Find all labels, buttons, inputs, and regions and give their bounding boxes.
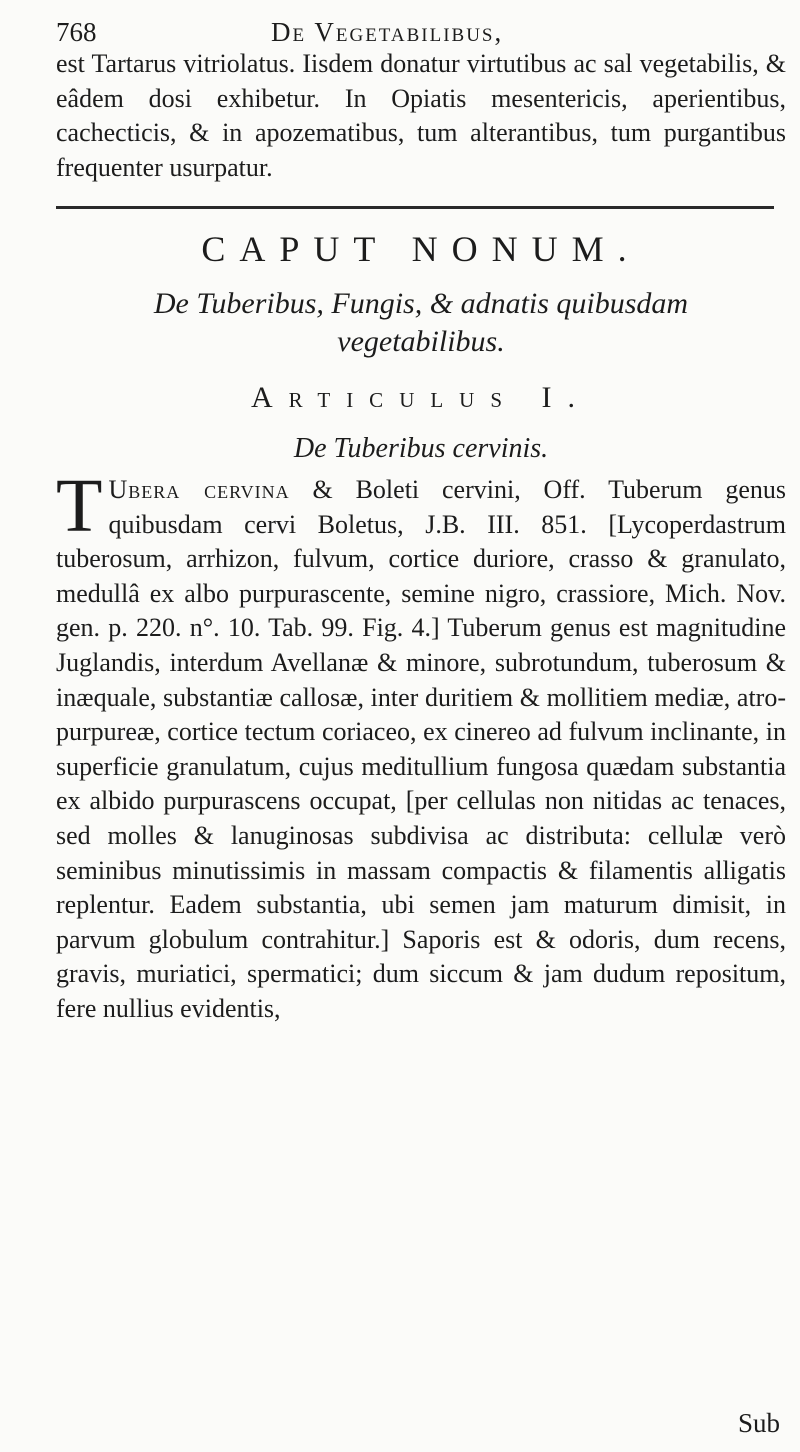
subsection-title: De Tuberibus cervinis. <box>293 433 549 464</box>
section-title-line-1: De Tuberibus, Fungis, & adnatis quibusdam <box>153 287 689 320</box>
catchword: Sub <box>737 1408 780 1438</box>
chapter-heading: CAPUT NONUM. <box>201 229 641 269</box>
running-title: De Vegetabilibus, <box>271 17 504 47</box>
drop-cap: T <box>56 464 103 548</box>
section-title-line-2: vegetabilibus. <box>337 325 505 358</box>
intro-paragraph: est Tartarus vitriolatus. Iisdem donatur virtutibus ac sal vegetabilis, & eâdem dosi exhibetur. In Opiatis mesentericis, aperientibus, cachecticis, & in apozematibus, tum alterantibus, tum purgantibus frequenter usurpatur. <box>56 49 786 182</box>
page-number: 768 <box>56 17 97 47</box>
running-head <box>56 12 786 52</box>
section-title <box>56 285 786 361</box>
body-paragraph <box>56 464 786 1027</box>
chapter-divider-rule <box>56 206 774 209</box>
article-heading: Articulus I. <box>250 381 592 414</box>
body-paragraph-text: & Boleti cervini, Off. Tuberum genus quibusdam cervi Boletus, J.B. III. 851. [Lycoperdastrum tuberosum, arrhizon, fulvum, cortice duriore, crasso & granulato, medullâ ex albo purpurascente, semine nigro, crassiore, Mich. Nov. gen. p. 220. n°. 10. Tab. 99. Fig. 4.] Tuberum genus est magnitudine Juglandis, interdum Avellanæ & minore, subrotundum, tuberosum & inæquale, substantiæ callosæ, inter duritiem & mollitiem mediæ, atro-purpureæ, cortice tectum coriaceo, ex cinereo ad fulvum inclinante, in superficie granulatum, cujus meditullium fungosa quædam substantia ex albido purpurascens occupat, [per cellulas non nitidas ac tenaces, sed molles & lanuginosas subdivisa ac distributa: cellulæ verò seminibus minutissimis in massam compactis & filamentis alligatis replentur. Eadem substantia, ubi semen jam maturum dimisit, in parvum globulum contrahitur.] Saporis est & odoris, dum recens, gravis, muriatici, spermatici; dum siccum & jam dudum repositum, fere nullius evidentis, <box>56 475 786 1023</box>
opening-small-caps: Ubera cervina <box>108 475 290 504</box>
